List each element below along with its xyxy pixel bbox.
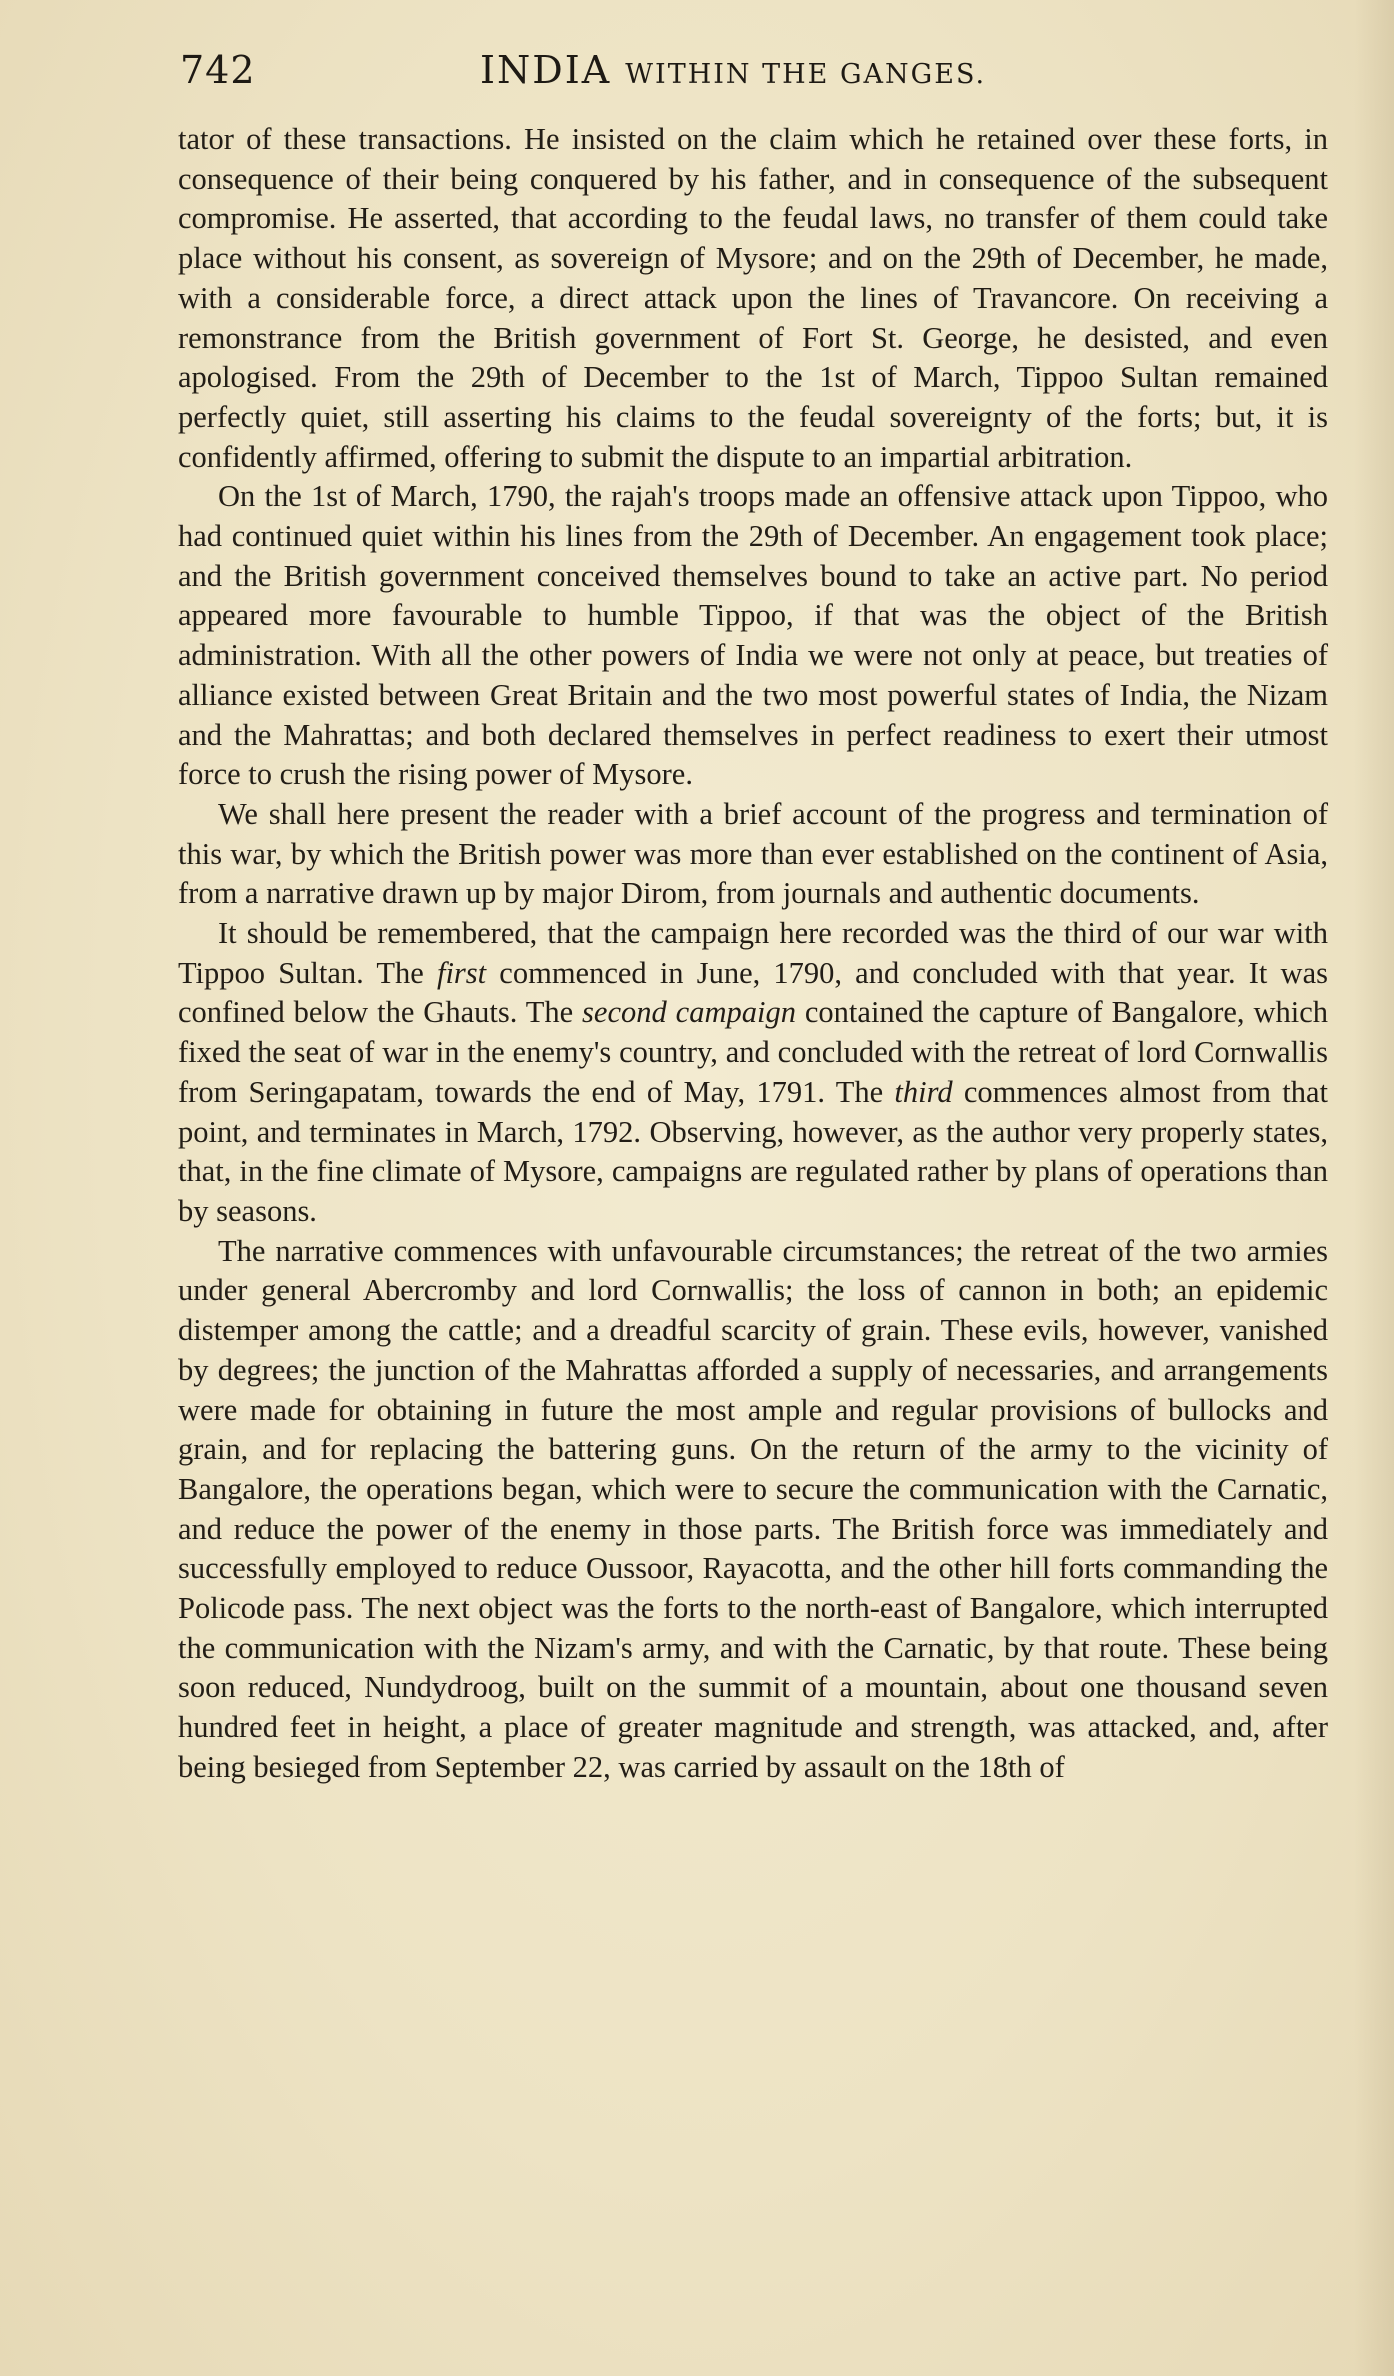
text-run: The narrative commences with unfavourable circumstances; the retreat of the two armies under general Abercromby and lord Cornwallis; the loss of cannon in both; an epidemic distemper among the cattle; and a dreadful scarcity of grain. These evils, however, vanished by degrees; the junction of the Mahrattas afforded a supply of necessaries, and arrangements were made for obtaining in future the most ample and regular provisions of bullocks and grain, and for replacing the battering guns. On the return of the army to the vicinity of Bangalore, the operations began, which were to secure the communication with the Carnatic, and reduce the power of the enemy in those parts. The British force was immediately and successfully employed to reduce Oussoor, Rayacotta, and the other hill forts commanding the Policode pass. The next object was the forts to the north-east of Bangalore, which interrupted the communication with the Nizam's army, and with the Carnatic, by that route. These being soon reduced, Nundydroog, built on the summit of a mountain, about one thousand seven hundred feet in height, a place of greater magnitude and strength, was attacked, and, after being besieged from September 22, was carried by assault on the 18th of <box>178 1233 1328 1784</box>
paragraph <box>178 477 1328 795</box>
text-run: tator of these transactions. He insisted on the claim which he retained over these forts, in consequence of their being conquered by his father, and in consequence of the subsequent compromise. He asserted, that according to the feudal laws, no transfer of them could take place without his consent, as sovereign of Mysore; and on the 29th of December, he made, with a considerable force, a direct attack upon the lines of Travancore. On receiving a remonstrance from the British government of Fort St. George, he desisted, and even apologised. From the 29th of December to the 1st of March, Tippoo Sultan remained perfectly quiet, still asserting his claims to the feudal sovereignty of the forts; but, it is confidently affirmed, offering to submit the dispute to an impartial arbitration. <box>178 122 1328 474</box>
text-run: commenced in June, 1790, and concluded with that year. It was confined below the Ghauts. The <box>178 955 1328 1030</box>
text-run: It should be remembered, that the campaign here recorded was the third of our war with Tippoo Sultan. The <box>178 916 1328 990</box>
paragraph <box>178 914 1328 1232</box>
page-edge-shadow <box>1354 0 1394 2376</box>
paragraph <box>178 120 1328 477</box>
paragraph <box>178 1232 1328 1788</box>
text-run: We shall here present the reader with a brief account of the progress and termination of this war, by which the British power was more than ever established on the continent of Asia, from a narrative drawn up by major Dirom, from journals and authentic documents. <box>178 796 1328 911</box>
running-head-main: INDIA <box>480 48 612 92</box>
text-run: commences almost from that point, and terminates in March, 1792. Observing, however, as the author very properly states, that, in the fine climate of Mysore, campaigns are regulated rather by plans of operations than by seasons. <box>178 1074 1328 1228</box>
italic-phrase: third <box>894 1074 953 1109</box>
text-run: contained the capture of Bangalore, which fixed the seat of war in the enemy's country, and concluded with the retreat of lord Cornwallis from Seringapatam, towards the end of May, 1791. The <box>178 995 1329 1109</box>
body-text <box>178 120 1328 1788</box>
page-number: 742 <box>180 48 256 92</box>
running-header <box>180 48 1320 104</box>
text-run: On the 1st of March, 1790, the rajah's troops made an offensive attack upon Tippoo, who had continued quiet within his lines from the 29th of December. An engagement took place; and the British government conceived themselves bound to take an active part. No period appeared more favourable to humble Tippoo, if that was the object of the British administration. With all the other powers of India we were not only at peace, but treaties of alliance existed between Great Britain and the two most powerful states of India, the Nizam and the Mahrattas; and both declared themselves in perfect readiness to exert their utmost force to crush the rising power of Mysore. <box>178 479 1328 792</box>
running-head-title <box>480 48 986 92</box>
italic-phrase: first <box>436 955 487 990</box>
running-head-subtitle: WITHIN THE GANGES. <box>625 59 987 90</box>
italic-phrase: second campaign <box>582 995 796 1030</box>
paragraph <box>178 795 1328 914</box>
